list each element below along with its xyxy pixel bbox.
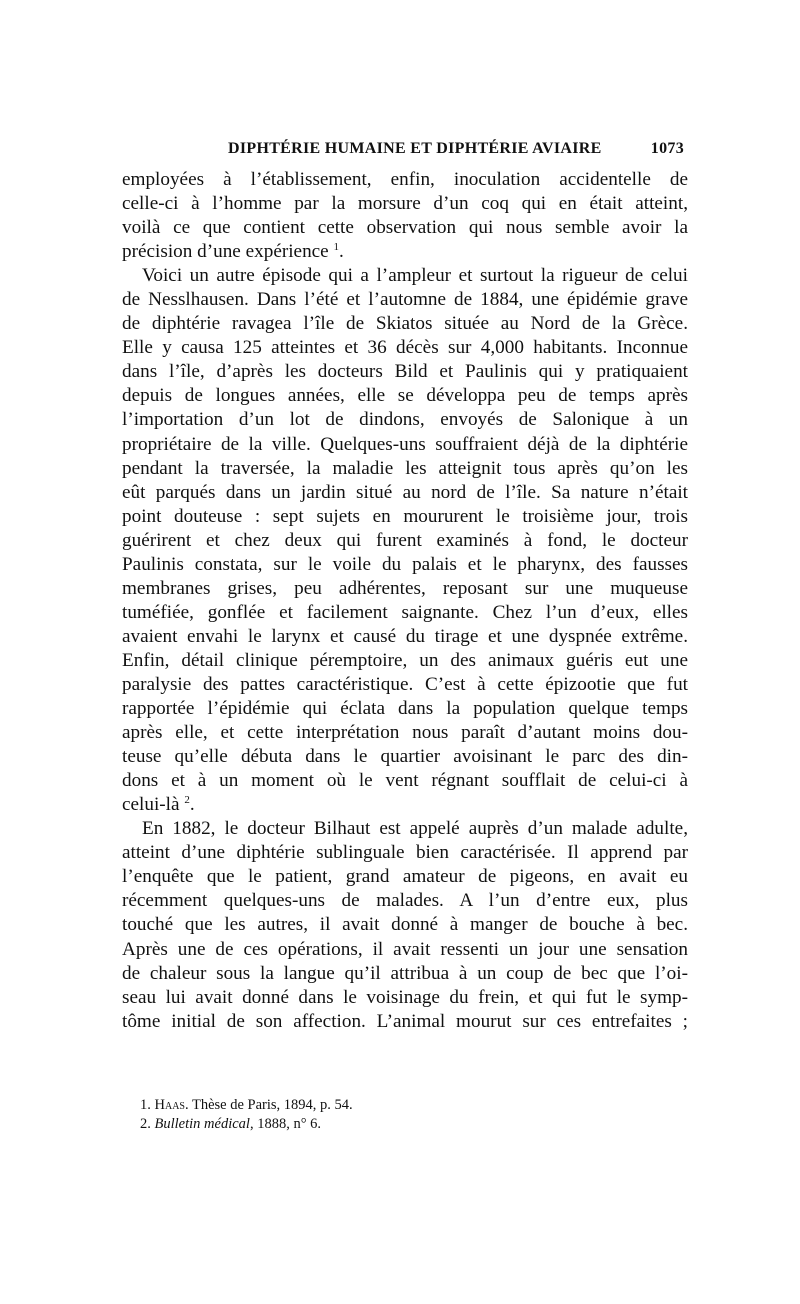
running-title: DIPHTÉRIE HUMAINE ET DIPHTÉRIE AVIAIRE: [228, 140, 602, 157]
text-line: dans l’île, d’après les docteurs Bild et Paulinis qui y pratiquaient: [122, 361, 688, 383]
running-head: [122, 140, 688, 164]
text-line: Elle y causa 125 atteintes et 36 décès sur 4,000 habitants. Inconnue: [122, 337, 688, 359]
text-line: récemment quelques-uns de malades. A l’un d’entre eux, plus: [122, 890, 688, 912]
text-line: voilà ce que contient cette observation qui nous semble avoir la: [122, 217, 688, 239]
footnote-1: [140, 1096, 640, 1115]
footnote-number: 2.: [140, 1116, 151, 1132]
text-line: [122, 793, 688, 817]
footnote-journal: Bulletin médical: [154, 1116, 250, 1132]
text-line: après elle, et cette interprétation nous paraît d’autant moins dou-: [122, 722, 688, 744]
paragraph-start-line: Voici un autre épisode qui a l’ampleur et surtout la rigueur de celui: [142, 265, 688, 287]
text-line: [122, 240, 688, 264]
text-line-content: précision d’une expérience: [122, 241, 334, 263]
text-line: Enfin, détail clinique péremptoire, un des animaux guéris eut une: [122, 649, 688, 671]
paragraph-start-line: En 1882, le docteur Bilhaut est appelé auprès d’un malade adulte,: [142, 818, 688, 840]
text-line: tôme initial de son affection. L’animal mourut sur ces entrefaites ;: [122, 1010, 688, 1032]
text-line: rapportée l’épidémie qui éclata dans la population quelque temps: [122, 698, 688, 720]
text-line: tuméfiée, gonflée et facilement saignante. Chez l’un d’eux, elles: [122, 601, 688, 623]
text-line: employées à l’établissement, enfin, inoculation accidentelle de: [122, 169, 688, 190]
text-line: celle-ci à l’homme par la morsure d’un coq qui en était atteint,: [122, 193, 688, 215]
text-line: pendant la traversée, la maladie les atteignit tous après qu’on les: [122, 457, 688, 479]
footnote-number: 1.: [140, 1097, 151, 1113]
text-line: l’importation d’un lot de dindons, envoyés de Salonique à un: [122, 409, 688, 431]
text-line: l’enquête que le patient, grand amateur de pigeons, en avait eu: [122, 866, 688, 888]
text-line-content: celui-là: [122, 794, 185, 816]
text-line: guérirent et chez deux qui furent examinés à fond, le docteur: [122, 529, 688, 551]
body-text: [122, 168, 688, 1034]
text-line: touché que les autres, il avait donné à manger de bouche à bec.: [122, 914, 688, 936]
text-line: propriétaire de la ville. Quelques-uns souffraient déjà de la diphtérie: [122, 433, 688, 455]
footnote-ref-1: 1: [333, 241, 339, 254]
text-line: Paulinis constata, sur le voile du palais et le pharynx, des fausses: [122, 553, 688, 575]
text-line: atteint d’une diphtérie sublinguale bien caractérisée. Il apprend par: [122, 842, 688, 864]
page-number: 1073: [650, 140, 684, 157]
text-line: point douteuse : sept sujets en moururent le troisième jour, trois: [122, 505, 688, 527]
footnote-ref-2: 2: [184, 794, 190, 807]
text-line: Après une de ces opérations, il avait ressenti un jour une sensation: [122, 938, 688, 960]
text-line: eût parqués dans un jardin situé au nord de l’île. Sa nature n’était: [122, 481, 688, 503]
footnote-text: , 1888, n° 6.: [249, 1116, 321, 1132]
text-line: dons et à un moment où le vent régnant soufflait de celui-ci à: [122, 770, 688, 792]
footnote-author: Haas: [154, 1097, 185, 1113]
text-line-punctuation: .: [189, 794, 195, 816]
text-line: de Nesslhausen. Dans l’été et l’automne de 1884, une épidémie grave: [122, 289, 688, 311]
footnote-text: . Thèse de Paris, 1894, p. 54.: [184, 1097, 353, 1113]
text-line: avaient envahi le larynx et causé du tirage et une dyspnée extrême.: [122, 625, 688, 647]
text-line: teuse qu’elle débuta dans le quartier avoisinant le parc des din-: [122, 746, 688, 768]
text-line: membranes grises, peu adhérentes, reposant sur une muqueuse: [122, 577, 688, 599]
text-line: paralysie des pattes caractéristique. C’est à cette épizootie que fut: [122, 673, 688, 695]
text-line: de diphtérie ravagea l’île de Skiatos située au Nord de la Grèce.: [122, 313, 688, 335]
footnotes: [140, 1096, 640, 1134]
footnote-2: [140, 1115, 640, 1134]
text-line: de chaleur sous la langue qu’il attribua à un coup de bec que l’oi-: [122, 962, 688, 984]
text-line: depuis de longues années, elle se développa peu de temps après: [122, 385, 688, 407]
text-line-punctuation: .: [339, 241, 344, 263]
text-line: seau lui avait donné dans le voisinage du frein, et qui fut le symp-: [122, 986, 688, 1008]
